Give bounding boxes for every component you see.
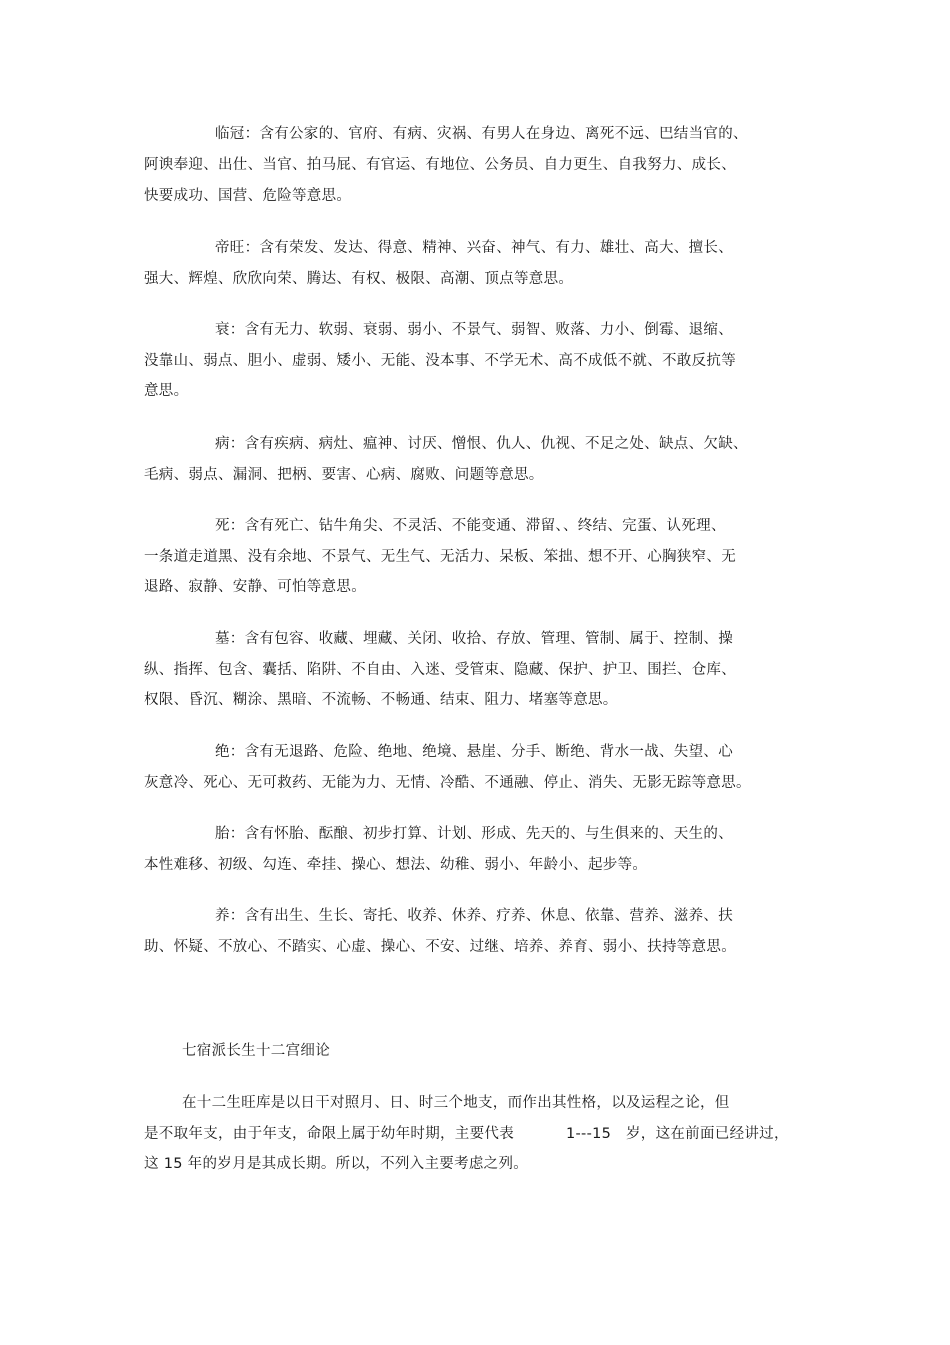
entry-shuai-line-2: 没靠山、弱点、胆小、虚弱、矮小、无能、没本事、不学无术、高不成低不就、不敢反抗等 bbox=[144, 353, 736, 369]
section-title: 七宿派长生十二宫细论 bbox=[182, 1043, 330, 1059]
entry-diwang-line-2: 强大、辉煌、欣欣向荣、腾达、有权、极限、高潮、顶点等意思。 bbox=[144, 271, 574, 287]
section-paragraph-line-3: 这 15 年的岁月是其成长期。所以，不列入主要考虑之列。 bbox=[144, 1156, 529, 1172]
entry-linguan-line-2: 阿谀奉迎、出仕、当官、拍马屁、有官运、有地位、公务员、自力更生、自我努力、成长、 bbox=[144, 157, 736, 173]
entry-yang-line-1: 养：含有出生、生长、寄托、收养、休养、疗养、休息、依靠、营养、滋养、扶 bbox=[215, 908, 733, 924]
entry-jue-line-1: 绝：含有无退路、危险、绝地、绝境、悬崖、分手、断绝、背水一战、失望、心 bbox=[215, 744, 733, 760]
entry-si-line-1: 死：含有死亡、钻牛角尖、不灵活、不能变通、滞留、、终结、完蛋、认死理、 bbox=[215, 518, 726, 534]
entry-linguan-line-1: 临冠：含有公家的、官府、有病、灾祸、有男人在身边、离死不远、巴结当官的、 bbox=[215, 126, 748, 142]
entry-bing-line-1: 病：含有疾病、病灶、瘟神、讨厌、憎恨、仇人、仇视、不足之处、缺点、欠缺、 bbox=[215, 436, 748, 452]
entry-jue-line-2: 灰意冷、死心、无可救药、无能为力、无情、冷酷、不通融、停止、消失、无影无踪等意思。 bbox=[144, 775, 751, 791]
entry-mu-line-3: 权限、昏沉、糊涂、黑暗、不流畅、不畅通、结束、阻力、堵塞等意思。 bbox=[144, 692, 618, 708]
entry-tai-line-2: 本性难移、初级、勾连、牵挂、操心、想法、幼稚、弱小、年龄小、起步等。 bbox=[144, 857, 648, 873]
entry-mu-line-2: 纵、指挥、包含、囊括、陷阱、不自由、入迷、受管束、隐藏、保护、护卫、围拦、仓库、 bbox=[144, 662, 736, 678]
entry-shuai-line-1: 衰：含有无力、软弱、衰弱、弱小、不景气、弱智、败落、力小、倒霉、退缩、 bbox=[215, 322, 733, 338]
entry-tai-line-1: 胎：含有怀胎、酝酿、初步打算、计划、形成、先天的、与生俱来的、天生的、 bbox=[215, 826, 733, 842]
section-paragraph-line-1: 在十二生旺库是以日干对照月、日、时三个地支，而作出其性格，以及运程之论，但 bbox=[182, 1095, 730, 1111]
entry-shuai-line-3: 意思。 bbox=[144, 383, 189, 399]
entry-si-line-3: 退路、寂静、安静、可怕等意思。 bbox=[144, 579, 366, 595]
entry-linguan-line-3: 快要成功、国营、危险等意思。 bbox=[144, 188, 352, 204]
section-paragraph-line-2 bbox=[144, 1124, 789, 1144]
entry-diwang-line-1: 帝旺：含有荣发、发达、得意、精神、兴奋、神气、有力、雄壮、高大、擅长、 bbox=[215, 240, 733, 256]
entry-si-line-2: 一条道走道黑、没有余地、不景气、无生气、无活力、呆板、笨拙、想不开、心胸狭窄、无 bbox=[144, 549, 736, 565]
entry-bing-line-2: 毛病、弱点、漏洞、把柄、要害、心病、腐败、问题等意思。 bbox=[144, 467, 544, 483]
entry-mu-line-1: 墓：含有包容、收藏、埋藏、关闭、收拾、存放、管理、管制、属于、控制、操 bbox=[215, 631, 733, 647]
section-paragraph-line-2-part-a: 是不取年支，由于年支，命限上属于幼年时期，主要代表 bbox=[144, 1126, 514, 1142]
entry-yang-line-2: 助、怀疑、不放心、不踏实、心虚、操心、不安、过继、培养、养育、弱小、扶持等意思。 bbox=[144, 939, 736, 955]
section-paragraph-line-2-part-b: 1---15 岁，这在前面已经讲过， bbox=[566, 1126, 789, 1142]
